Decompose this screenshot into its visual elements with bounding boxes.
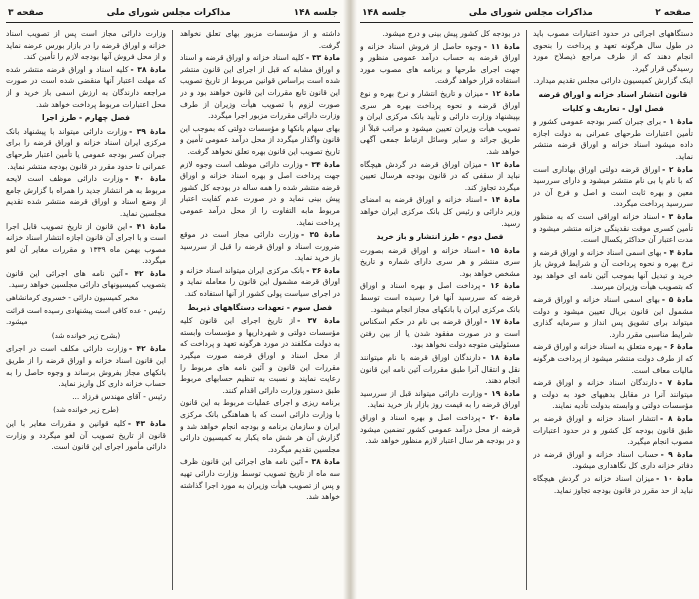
article-text: کلیه اسناد خزانه و اوراق قرضه و اسناد و اوراق مشابه که قبل از اجرای این قانون منتشر شده است براساس قوانین مربوط از تاریخ تصویب این قانون تابع مقررات این قانون خواهند بود و در صورت لزوم با تصویب هیأت وزیران از طرف وزارت دارائی مقررات مزبور اجرا میگردد. (180, 53, 340, 121)
article-paragraph (360, 194, 520, 229)
article-label: مادهٔ ۳ - (661, 211, 693, 221)
article-text: از تاریخ اجرای این قانون کلیه مؤسسات دولتی و شهرداریها و مؤسسات وابسته به دولت مکلفند در مورد هرگونه تعهد و پرداخت که از محل اسناد و اوراق قرضه صورت میگیرد مقررات این قانون و آئین نامه های مربوط را رعایت نمایند و نسبت به تنظیم حسابهای مربوط طبق دستور وزارت دارائی اقدام کنند. (180, 316, 340, 395)
article-paragraph (360, 245, 520, 280)
article-label: مادهٔ ۱۰ - (656, 473, 693, 483)
text-paragraph: برنامه ریزی و اجرای عملیات مربوط به این قانون با وزارت دارائی است که با هماهنگی بانک مرکزی ایران و سازمان برنامه و بودجه انجام خواهد شد و گزارش آن هر شش ماه یکبار به کمیسیون دارائی مجلسین تقدیم میگردد. (180, 398, 340, 454)
page-left (6, 6, 340, 594)
speaker-line: مخبر کمیسیون دارائی - خسروی کرمانشاهی (6, 293, 139, 303)
article-text: وزارت دارائی مکلف است در اجرای این قانون اسناد خزانه و اوراق قرضه را از طریق بانکهای مجاز بفروش برساند و وجوه حاصل را به حساب خزانه داری کل واریز نماید. (6, 344, 166, 389)
article-text: میزان و تاریخ انتشار و نرخ بهره و نوع اوراق قرضه و نحوه پرداخت بهره هر سری بپیشنهاد وزارت دارائی و تأیید بانک مرکزی ایران و تصویب هیأت وزیران تعیین میشود و مراتب قبلاً از طریق جرائد و سایر وسائل ارتباط جمعی آگهی خواهد شد. (360, 88, 520, 156)
article-label: مادهٔ ۱۲ - (485, 88, 520, 98)
article-paragraph (180, 229, 340, 264)
article-label: مادهٔ ۱۴ - (483, 195, 520, 205)
article-paragraph (360, 159, 520, 194)
column-rule (526, 30, 527, 590)
article-paragraph (533, 116, 693, 162)
text-paragraph: رئیس - آقای مهندس فرزاد ... (72, 391, 166, 401)
article-text: اسناد خزانه و اوراق قرضه بصورت سری منتشر و هر سری دارای شماره و تاریخ مشخص خواهد بود. (360, 245, 520, 278)
article-label: مادهٔ ۴۱ - (129, 221, 166, 231)
article-label: مادهٔ ۳۵ - (301, 230, 340, 240)
article-text: بانک مرکزی ایران میتواند اسناد خزانه و اوراق قرضه مشمول این قانون را معامله نماید و در اجرای سیاست پولی کشور از آنها استفاده کند. (180, 265, 340, 299)
text-columns (360, 28, 693, 594)
article-label: مادهٔ ۱۶ - (482, 281, 520, 291)
article-paragraph (533, 449, 693, 472)
article-paragraph (533, 211, 693, 246)
article-label: مادهٔ ۶ - (663, 342, 693, 352)
article-paragraph (180, 159, 340, 229)
article-text: بهره متعلق به اسناد خزانه و اوراق قرضه که از طرف دولت منتشر میشود از پرداخت هرگونه مالیات معاف است. (533, 342, 693, 375)
article-text: آئین نامه های اجرائی این قانون ظرف سه ماه از تاریخ تصویب توسط وزارت دارائی تهیه و پس از تصویب هیأت وزیران به مورد اجرا گذاشته خواهد شد. (180, 457, 340, 502)
article-label: مادهٔ ۱ - (663, 117, 693, 127)
article-label: مادهٔ ۱۷ - (484, 317, 520, 327)
article-text: پرداخت اصل و بهره اسناد و اوراق قرضه از محل درآمد عمومی کشور تضمین میشود و در بودجه هر سال اعتبار لازم منظور خواهد شد. (360, 413, 520, 446)
article-text: حساب اسناد خزانه و اوراق قرضه در دفاتر خزانه داری کل نگاهداری میشود. (533, 449, 693, 471)
article-label: مادهٔ ۳۶ - (306, 265, 340, 275)
column-rule (172, 30, 173, 590)
article-paragraph (6, 268, 166, 291)
text-column-left (6, 28, 166, 594)
article-label: مادهٔ ۴۲ - (129, 344, 166, 354)
text-columns (6, 28, 340, 594)
header-title: مذاکرات مجلس شورای ملی (106, 8, 231, 18)
text-paragraph: وزارت دارائی مجاز است پس از تصویب اسناد خزانه و اوراق قرضه را در بازار بورس عرضه نماید و از محل فروش آنها بودجه لازم را تأمین کند. (6, 29, 166, 62)
article-text: اسناد خزانه اوراقی است که به منظور تأمین کسری موقت نقدینگی خزانه منتشر میشود و مدت اعتبار آن حداکثر یکسال است. (533, 211, 693, 245)
section-heading: قانون انتشار اسناد خزانه و اوراق قرضه (538, 89, 688, 99)
section-heading: (طرح زیر خوانده شد) (53, 405, 119, 415)
article-text: بهای اسمی اسناد خزانه و اوراق قرضه مشمول این قانون بریال تعیین میشود و دولت میتواند برای تشویق پس انداز و سرمایه گذاری شرایط مناسبی مقرر دارد. (533, 295, 693, 339)
section-heading: فصل چهارم - طرز اجرا (42, 113, 130, 123)
header-title: مذاکرات مجلس شورای ملی (468, 8, 593, 18)
page-header (6, 6, 340, 23)
article-paragraph (360, 352, 520, 387)
article-paragraph (6, 418, 166, 453)
article-paragraph (533, 473, 693, 496)
article-paragraph (180, 315, 340, 396)
article-label: مادهٔ ۳۳ - (305, 53, 340, 63)
article-label: مادهٔ ۳۸ - (130, 64, 166, 74)
article-label: مادهٔ ۸ - (660, 414, 693, 423)
page-right (360, 6, 693, 594)
article-text: اوراق قرضه دولتی اوراق بهاداری است که با نام یا بی نام منتشر میشود و دارای سررسید معین و بهره ثابت است و اصل و فرع آن در سررسید پرداخت میگردد. (533, 164, 693, 209)
article-label: مادهٔ ۴۰ - (125, 174, 166, 184)
article-label: مادهٔ ۳۸ - (304, 457, 340, 467)
article-text: پرداخت اصل و بهره اسناد و اوراق قرضه که سررسید آنها فرا رسیده است توسط بانک مرکزی ایران یا بانکهای مجاز انجام میشود. (360, 281, 520, 314)
article-text: اسناد خزانه و اوراق قرضه به امضای وزیر دارائی و رئیس کل بانک مرکزی ایران خواهد رسید. (360, 195, 520, 228)
article-paragraph (533, 341, 693, 376)
section-heading: (بشرح زیر خوانده شد) (51, 330, 121, 340)
article-text: وزارت دارائی موظف است وجوه لازم جهت پرداخت اصل و بهره اسناد خزانه و اوراق قرضه منتشر شده را همه ساله در بودجه کل کشور پیش بینی نماید و در صورت عدم کفایت اعتبار مربوط مابه التفاوت را از محل درآمد عمومی پرداخت نماید. (180, 159, 340, 227)
article-text: میزان اوراق قرضه در گردش هیچگاه نباید از سقفی که در قانون بودجه هرسال تعیین میگردد تجاوز کند. (360, 159, 520, 192)
article-text: کلیه قوانین و مقررات مغایر با این قانون از تاریخ تصویب آن لغو میگردد و وزارت دارائی مأمور اجرای این قانون است. (6, 419, 166, 452)
article-label: مادهٔ ۱۳ - (483, 159, 520, 169)
text-paragraph: در بودجه کل کشور پیش بینی و درج میشود. (382, 29, 520, 38)
article-paragraph (533, 294, 693, 340)
article-paragraph (6, 64, 166, 110)
article-paragraph (533, 247, 693, 293)
article-text: وزارت دارائی میتواند با پیشنهاد بانک مرکزی ایران اسناد خزانه و اوراق قرضه را برای جبران کسر بودجه عمومی یا تأمین اعتبار طرحهای عمرانی تا حدود مقرر در قانون بودجه منتشر نماید. (6, 126, 166, 171)
article-text: آئین نامه های اجرائی این قانون بتصویب کمیسیونهای دارائی مجلسین خواهد رسید. (6, 268, 166, 290)
article-paragraph (6, 173, 166, 219)
article-paragraph (360, 88, 520, 158)
article-paragraph (180, 265, 340, 300)
text-paragraph: بهای سهام بانکها و مؤسسات دولتی که بموجب این قانون واگذار میگردد از محل درآمد عمومی تأمین و تاریخ تصویب این قانون بهره تعلق نخواهد گرفت. (180, 123, 340, 156)
article-paragraph (533, 164, 693, 210)
article-text: میزان اسناد خزانه در گردش هیچگاه نباید از حد مقرر در قانون بودجه تجاوز نماید. (533, 473, 693, 495)
article-text: انتشار اسناد خزانه و اوراق قرضه بر طبق قانون بودجه کل کشور و در حدود اعتبارات مصوب انجام میگیرد. (533, 414, 693, 447)
article-label: مادهٔ ۴۳ - (127, 419, 166, 428)
article-text: این قانون از تاریخ تصویب قابل اجرا است و با اجرای آن قانون اجازه انتشار اسناد خزانه مصوب بهمن ماه ۱۳۳۹ و مقررات مغایر آن لغو میگردد. (6, 221, 166, 266)
header-page-number: صفحه ۲ (655, 8, 691, 18)
text-column-right (180, 28, 340, 594)
article-text: وزارت دارائی موظف است لایحه مربوط به هر انتشار جدید را همراه با گزارش جامع از وضع اسناد و اوراق قرضه منتشر شده تقدیم مجلسین نماید. (6, 174, 166, 218)
header-session: جلسه ۱۴۸ (293, 8, 338, 18)
section-heading: فصل دوم - طرز انتشار و باز خرید (376, 232, 504, 242)
article-label: مادهٔ ۱۹ - (484, 388, 520, 398)
article-paragraph (6, 221, 166, 267)
article-label: مادهٔ ۱۵ - (481, 245, 520, 255)
article-label: مادهٔ ۳۷ - (297, 316, 340, 326)
article-paragraph (360, 316, 520, 351)
book-gutter (343, 0, 357, 599)
article-label: مادهٔ ۴۲ - (124, 268, 166, 278)
section-heading: فصل سوم - تعهدات دستگاههای ذیربط (187, 302, 333, 312)
article-paragraph (6, 126, 166, 172)
header-session: جلسه ۱۴۸ (362, 8, 407, 18)
article-label: مادهٔ ۲ - (662, 164, 693, 174)
article-label: مادهٔ ۷ - (659, 378, 693, 388)
article-label: مادهٔ ۵ - (661, 295, 693, 305)
article-label: مادهٔ ۱۱ - (483, 41, 520, 51)
article-label: مادهٔ ۱۸ - (482, 353, 520, 363)
article-text: دارندگان اسناد خزانه و اوراق قرضه میتوانند آنرا در مقابل بدهیهای خود به دولت و مؤسسات دولتی و وابسته بدولت تأدیه نمایند. (533, 378, 693, 411)
article-label: مادهٔ ۳۴ - (304, 159, 340, 169)
article-text: برای جبران کسر بودجه عمومی کشور و تأمین اعتبارات طرحهای عمرانی به دولت اجازه داده میشود اسناد خزانه و اوراق قرضه منتشر نماید. (533, 117, 693, 161)
article-paragraph (533, 413, 693, 448)
article-paragraph (360, 388, 520, 411)
article-label: مادهٔ ۴ - (663, 247, 693, 257)
text-column-right (533, 28, 693, 594)
text-paragraph: داشته و از مؤسسات مزبور بهای تعلق نخواهد گرفت. (180, 29, 340, 50)
article-paragraph (180, 456, 340, 502)
article-paragraph (6, 343, 166, 389)
page-header (360, 6, 693, 23)
article-text: وزارت دارائی مجاز است در موقع ضرورت اسناد و اوراق قرضه را قبل از سررسید باز خرید نماید. (180, 230, 340, 263)
article-paragraph (360, 412, 520, 447)
article-text: وزارت دارائی میتواند قبل از سررسید اوراق قرضه را به قیمت روز بازار باز خرید نماید. (360, 388, 520, 410)
header-page-number: صفحه ۳ (8, 8, 44, 18)
article-label: مادهٔ ۳۹ - (129, 126, 166, 136)
article-label: مادهٔ ۹ - (660, 449, 693, 459)
text-paragraph: دستگاههای اجرائی در حدود اعتبارات مصوب باید در طول سال هرگونه تعهد و پرداخت را بنحوی انجام دهند که از طرف مراجع ذیصلاح مورد رسیدگی قرار گیرد. (533, 29, 693, 73)
article-text: وجوه حاصل از فروش اسناد خزانه و اوراق قرضه به حساب درآمد عمومی منظور و جهت اجرای طرحها و برنامه های مصوب مورد استفاده قرار خواهد گرفت. (360, 41, 520, 86)
article-paragraph (360, 280, 520, 315)
section-heading: فصل اول - تعاریف و کلیات (562, 103, 664, 113)
speaker-line: رئیس - عده کافی است پیشنهادی رسیده است قرائت میشود. (6, 305, 166, 327)
article-paragraph (533, 377, 693, 412)
text-column-left (360, 28, 520, 594)
text-paragraph: اینک گزارش کمیسیون دارائی مجلس تقدیم میدارد. (533, 76, 693, 86)
article-text: دارندگان اوراق قرضه با نام میتوانند نقل و انتقال آنرا طبق مقررات آئین نامه این قانون انجام دهند. (360, 353, 520, 386)
article-paragraph (180, 52, 340, 122)
article-text: کلیه اسناد و اوراق قرضه منتشر شده که مهلت اعتبار آنها منقضی شده است در صورت مراجعه دارندگان به ارزش اسمی باز خرید و از محل اعتبارات مربوط پرداخت خواهد شد. (6, 64, 166, 109)
article-paragraph (360, 41, 520, 87)
article-label: مادهٔ ۲۰ - (482, 413, 520, 422)
article-text: بهای اسمی اسناد خزانه و اوراق قرضه و نرخ بهره و نحوه پرداخت آن و شرایط فروش باز خرید و تبدیل آنها بموجب آئین نامه ای خواهد بود که بتصویب هیأت وزیران میرسد. (533, 247, 693, 292)
article-text: اوراق قرضه بی نام در حکم اسکناس است و در صورت مفقود شدن یا از بین رفتن مسئولیتی متوجه دولت نخواهد بود. (360, 317, 520, 350)
